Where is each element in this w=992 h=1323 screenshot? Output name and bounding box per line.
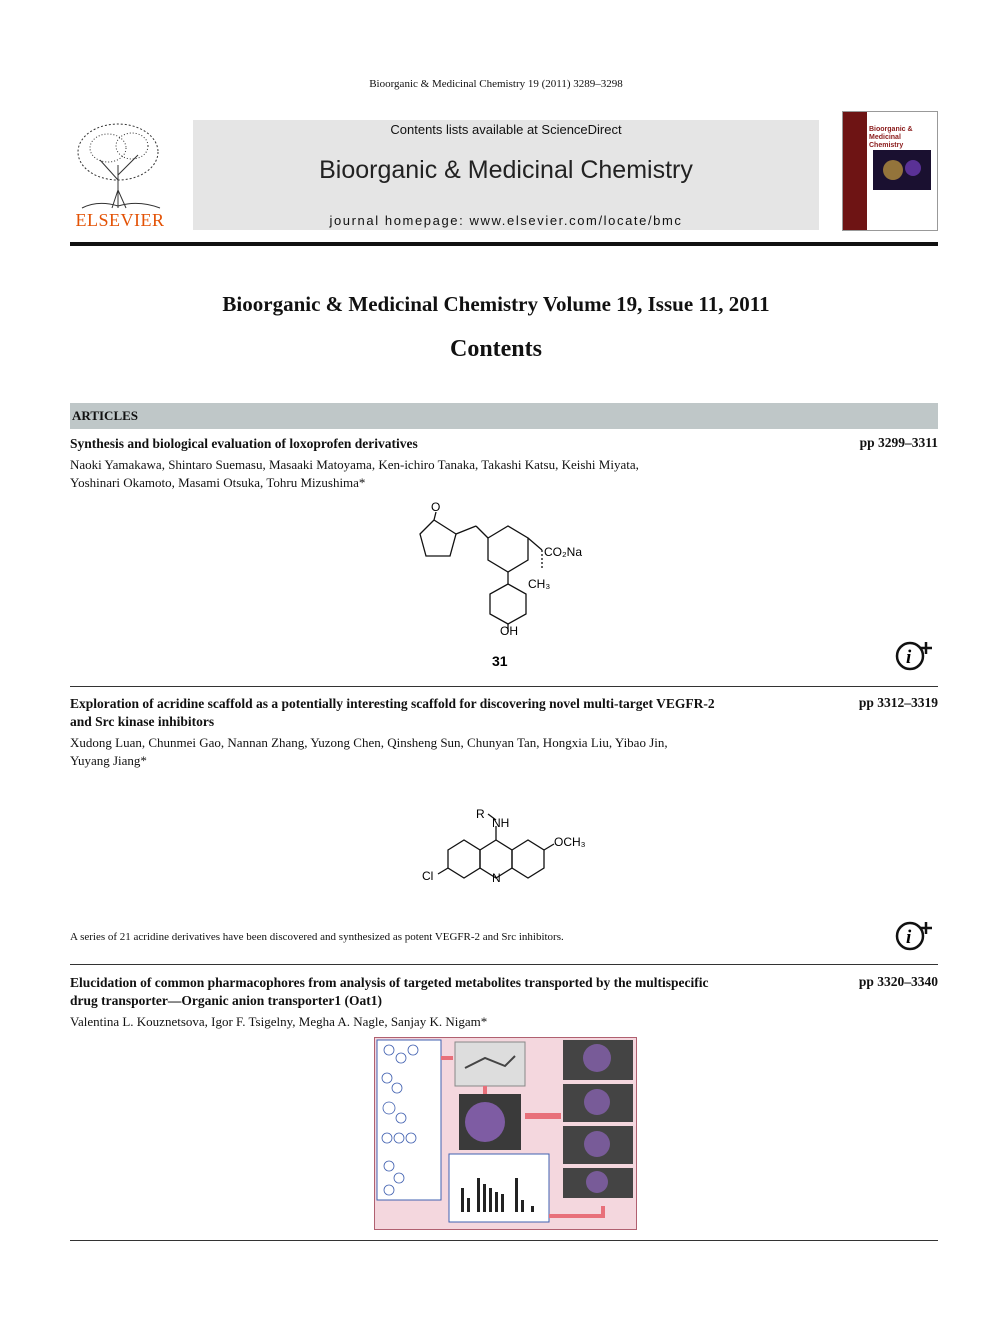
carboxylate-label: CO₂Na [544,545,582,559]
svg-text:i: i [906,927,912,948]
article-divider [70,686,938,687]
info-plus-icon[interactable] [894,638,938,672]
hydroxyl-label: OH [500,624,518,638]
acridine-scaffold-structure [418,806,598,886]
info-plus-icon[interactable] [894,918,938,952]
section-label: ARTICLES [72,408,139,423]
ring-nitrogen-label: N [492,871,501,885]
journal-name: Bioorganic & Medicinal Chemistry [319,156,693,184]
journal-citation: Bioorganic & Medicinal Chemistry 19 (2011) 3289–3298 [369,78,623,90]
article-2-title-line2[interactable]: and Src kinase inhibitors [70,714,215,729]
article-divider [70,964,938,965]
article-3-authors: Valentina L. Kouznetsova, Igor F. Tsigelny, Megha A. Nagle, Sanjay K. Nigam* [70,1014,488,1029]
svg-text:i: i [906,647,912,668]
article-3-pages[interactable]: pp 3320–3340 [858,974,938,989]
article-2-authors-line1: Xudong Luan, Chunmei Gao, Nannan Zhang, Yuzong Chen, Qinsheng Sun, Chunyan Tan, Hongxia Liu, Yibao Jin, [70,735,668,750]
section-bar [70,403,938,429]
loxoprofen-derivative-structure [410,498,600,678]
cover-title: Bioorganic & Medicinal Chemistry [869,126,913,149]
article-2-abstract: A series of 21 acridine derivatives have been discovered and synthesized as potent VEGFR-2 and Src inhibitors. [70,931,564,943]
compound-number: 31 [492,653,508,669]
article-3-title-line1[interactable]: Elucidation of common pharmacophores from analysis of targeted metabolites transported by the multispecific [70,975,709,990]
article-2-pages[interactable]: pp 3312–3319 [858,695,938,710]
chloro-label: Cl [422,869,434,883]
ketone-oxygen-label: O [431,500,441,514]
methyl-label: CH₃ [528,577,551,591]
methoxy-label: OCH₃ [554,835,586,849]
header-rule [70,242,938,246]
amine-label: NH [492,816,510,830]
sciencedirect-availability[interactable]: Contents lists available at ScienceDirect [390,122,622,137]
journal-homepage-link[interactable]: journal homepage: www.elsevier.com/locate/bmc [329,213,683,228]
contents-heading: Contents [449,336,542,362]
r-group-label: R [476,807,485,821]
article-1-title[interactable]: Synthesis and biological evaluation of loxoprofen derivatives [70,436,418,451]
page-bottom-rule [70,1240,938,1241]
journal-cover-thumbnail [842,111,938,231]
elsevier-logo-text: ELSEVIER [75,210,165,230]
journal-banner [193,120,819,230]
article-2-title-line1[interactable]: Exploration of acridine scaffold as a potentially interesting scaffold for discovering novel multi-target VEGFR-2 [70,696,715,711]
article-1-pages[interactable]: pp 3299–3311 [859,435,938,450]
pharmacophore-graphical-abstract [374,1037,637,1230]
article-2-authors-line2: Yuyang Jiang* [70,753,147,768]
article-3-title-line2[interactable]: drug transporter—Organic anion transporter1 (Oat1) [70,993,382,1008]
article-1-authors-line2: Yoshinari Okamoto, Masami Otsuka, Tohru Mizushima* [70,475,366,490]
volume-title: Bioorganic & Medicinal Chemistry Volume 19, Issue 11, 2011 [222,292,770,316]
article-1-authors-line1: Naoki Yamakawa, Shintaro Suemasu, Masaaki Matoyama, Ken-ichiro Tanaka, Takashi Katsu, Keishi Miyata, [70,457,639,472]
